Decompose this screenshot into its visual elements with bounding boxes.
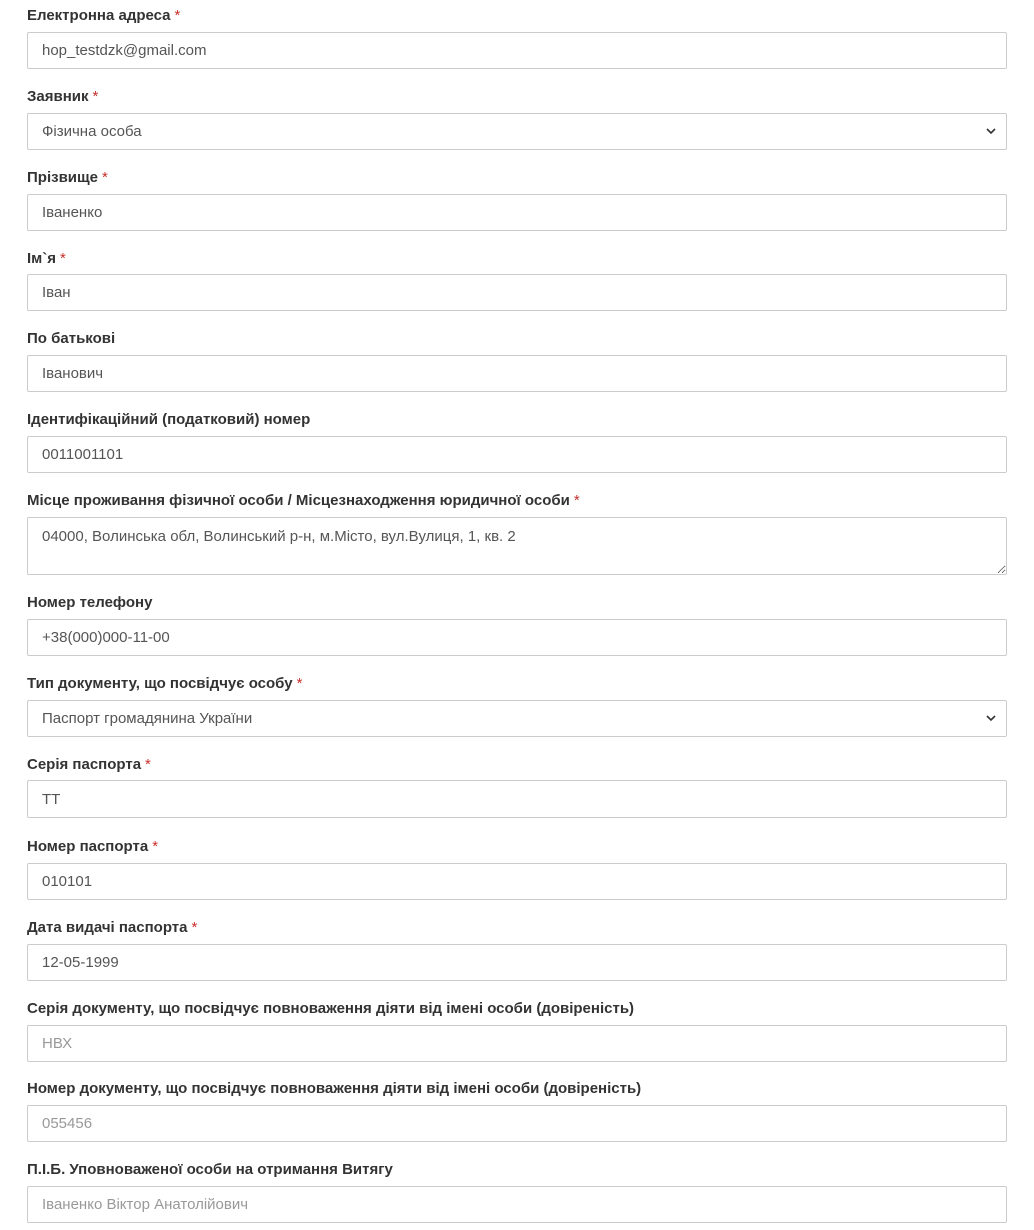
applicant-label-text: Заявник bbox=[27, 88, 89, 105]
chevron-down-icon bbox=[985, 712, 997, 724]
required-marker: * bbox=[145, 756, 151, 773]
required-marker: * bbox=[573, 492, 580, 509]
passport-number-input[interactable] bbox=[27, 863, 1007, 900]
first-name-label-text: Ім`я bbox=[27, 250, 57, 267]
passport-date-label-text: Дата видачі паспорта bbox=[27, 919, 188, 936]
phone-label-text: Номер телефону bbox=[27, 594, 153, 611]
doc-type-selected-value: Паспорт громадянина України bbox=[42, 710, 253, 727]
applicant-selected-value: Фізична особа bbox=[42, 123, 142, 140]
tax-id-input[interactable] bbox=[27, 436, 1007, 473]
required-marker: * bbox=[296, 675, 303, 692]
authorized-person-input[interactable] bbox=[27, 1186, 1007, 1223]
required-marker: * bbox=[102, 169, 108, 186]
passport-series-label-text: Серія паспорта bbox=[27, 756, 142, 773]
poa-number-label-text: Номер документу, що посвідчує повноваження діяти від імені особи (довіреність) bbox=[27, 1080, 642, 1097]
first-name-input[interactable] bbox=[27, 274, 1007, 311]
poa-series-label bbox=[27, 1000, 634, 1018]
tax-id-label-text: Ідентифікаційний (податковий) номер bbox=[27, 411, 311, 428]
required-marker: * bbox=[152, 838, 159, 855]
required-marker: * bbox=[60, 250, 66, 267]
passport-series-label bbox=[27, 756, 151, 774]
surname-label bbox=[27, 169, 108, 187]
authorized-person-label bbox=[27, 1161, 393, 1179]
passport-series-input[interactable] bbox=[27, 780, 1007, 818]
applicant-select[interactable] bbox=[27, 113, 1007, 150]
email-label-text: Електронна адреса bbox=[27, 7, 171, 24]
patronymic-label bbox=[27, 330, 115, 348]
first-name-label bbox=[27, 250, 66, 268]
passport-date-label bbox=[27, 919, 197, 937]
address-label bbox=[27, 492, 580, 510]
poa-number-input[interactable] bbox=[27, 1105, 1007, 1142]
phone-label bbox=[27, 594, 152, 612]
required-marker: * bbox=[174, 7, 181, 24]
address-textarea[interactable] bbox=[27, 517, 1007, 575]
passport-number-label bbox=[27, 838, 158, 856]
surname-label-text: Прізвище bbox=[27, 169, 99, 186]
applicant-label bbox=[27, 88, 98, 106]
tax-id-label bbox=[27, 411, 310, 429]
passport-date-input[interactable] bbox=[27, 944, 1007, 981]
phone-input[interactable] bbox=[27, 619, 1007, 656]
doc-type-select[interactable] bbox=[27, 700, 1007, 737]
email-input[interactable] bbox=[27, 32, 1007, 69]
patronymic-input[interactable] bbox=[27, 355, 1007, 392]
patronymic-label-text: По батькові bbox=[27, 330, 116, 347]
required-marker: * bbox=[191, 919, 198, 936]
email-label bbox=[27, 7, 180, 25]
surname-input[interactable] bbox=[27, 194, 1007, 231]
doc-type-label bbox=[27, 675, 302, 693]
authorized-person-label-text: П.І.Б. Уповноваженої особи на отримання Витягу bbox=[27, 1161, 393, 1178]
doc-type-label-text: Тип документу, що посвідчує особу bbox=[27, 675, 293, 692]
required-marker: * bbox=[92, 88, 99, 105]
chevron-down-icon bbox=[985, 125, 997, 137]
poa-series-label-text: Серія документу, що посвідчує повноваження діяти від імені особи (довіреність) bbox=[27, 1000, 635, 1017]
passport-number-label-text: Номер паспорта bbox=[27, 838, 149, 855]
poa-series-input[interactable] bbox=[27, 1025, 1007, 1062]
address-label-text: Місце проживання фізичної особи / Місцезнаходження юридичної особи bbox=[27, 492, 570, 509]
poa-number-label bbox=[27, 1080, 641, 1098]
